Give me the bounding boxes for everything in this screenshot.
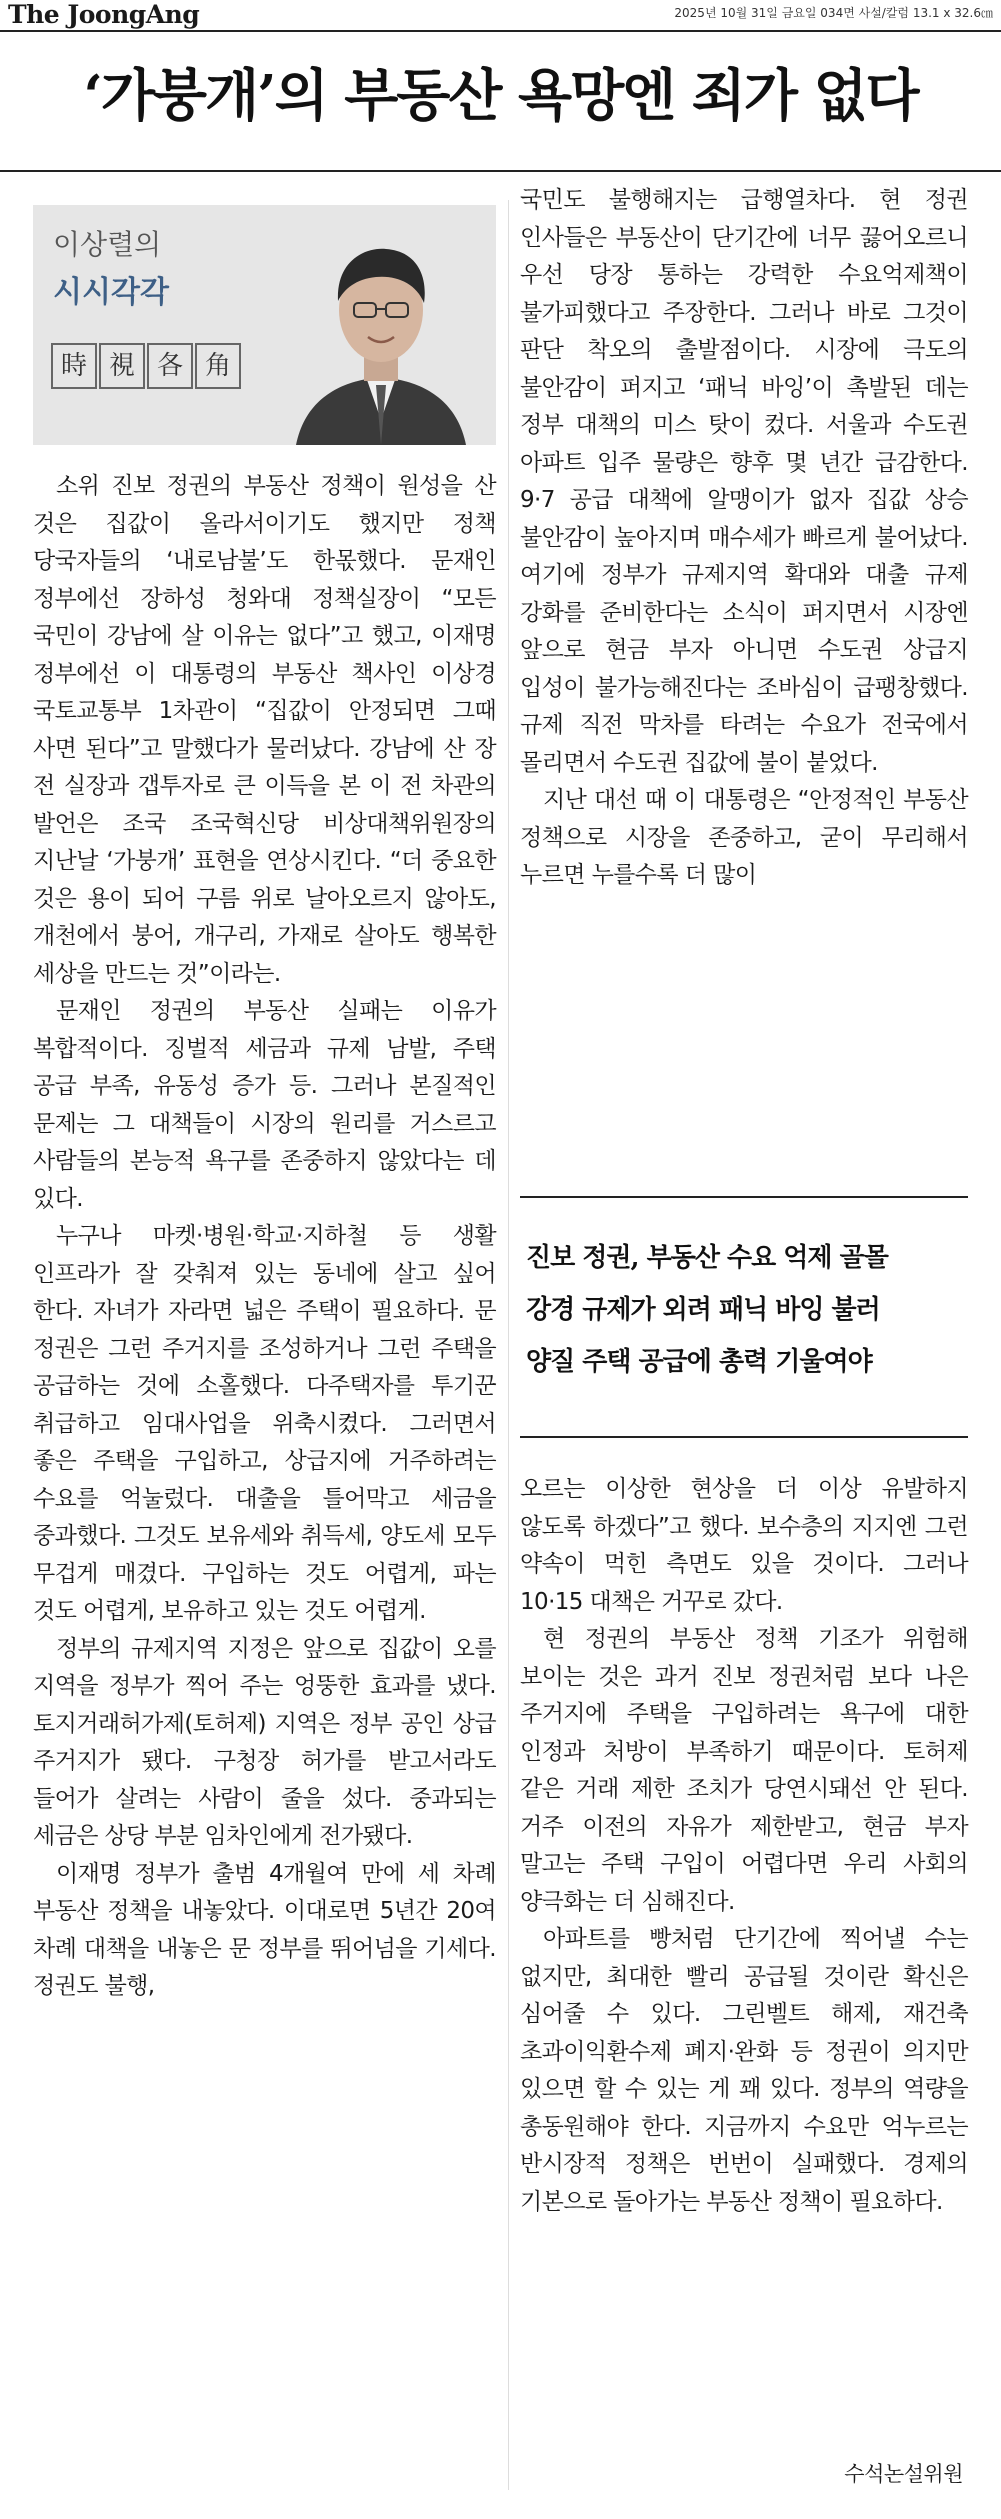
newspaper-logo: The JoongAng xyxy=(8,0,200,29)
body-paragraph: 오르는 이상한 현상을 더 이상 유발하지 않도록 하겠다”고 했다. 보수층의 지지엔 그런 약속이 먹힌 측면도 있을 것이다. 그러나 10·15 대책은 거꾸로 갔다. xyxy=(520,1476,968,1615)
body-paragraph: 소위 진보 정권의 부동산 정책이 원성을 산 것은 집값이 올라서이기도 했지만 정책 당국자들의 ‘내로남불’도 한몫했다. 문재인 정부에선 장하성 청와대 정책실장이 “모든 국민이 강남에 살 이유는 없다”고 했고, 이재명 정부에선 이 대통령의 부동산 책사인 이상경 국토교통부 1차관이 “집값이 안정되면 그때 사면 된다”고 말했다가 물러났다. 강남에 산 장 전 실장과 갭투자로 큰 이득을 본 이 전 차관의 발언은 조국 조국혁신당 비상대책위원장의 지난날 ‘가붕개’ 표현을 연상시킨다. “더 중요한 것은 용이 되어 구름 위로 날아오르지 않아도, 개천에서 붕어, 개구리, 가재로 살아도 행복한 세상을 만드는 것”이라는. xyxy=(33,473,496,987)
body-paragraph: 지난 대선 때 이 대통령은 “안정적인 부동산 정책으로 시장을 존중하고, 굳이 무리해서 누르면 누를수록 더 많이 xyxy=(520,787,968,888)
column-banner xyxy=(33,205,496,445)
body-paragraph: 현 정권의 부동산 정책 기조가 위험해 보이는 것은 과거 진보 정권처럼 보다 나은 주거지에 주택을 구입하려는 욕구에 대한 인정과 처방이 부족하기 때문이다. 토허제 같은 거래 제한 조치가 당연시돼선 안 된다. 거주 이전의 자유가 제한받고, 현금 부자 말고는 주택 구입이 어렵다면 우리 사회의 양극화는 더 심해진다. xyxy=(520,1626,968,1915)
columnist-label: 이상렬의 xyxy=(53,228,162,261)
article-body-right-upper xyxy=(520,182,968,895)
hanja-char: 角 xyxy=(195,343,241,389)
hanja-title xyxy=(51,343,241,389)
headline-divider xyxy=(0,170,1001,172)
column-title: 시시각각 xyxy=(53,275,169,310)
author-byline: 수석논설위원 xyxy=(844,2462,963,2486)
pull-quote-box xyxy=(520,1196,968,1438)
body-paragraph: 아파트를 빵처럼 단기간에 찍어낼 수는 없지만, 최대한 빨리 공급될 것이란 확신은 심어줄 수 있다. 그린벨트 해제, 재건축 초과이익환수제 폐지·완화 등 정권이 의지만 있으면 할 수 있는 게 꽤 있다. 정부의 역량을 총동원해야 한다. 지금까지 수요만 억누르는 반시장적 정책은 번번이 실패했다. 경제의 기본으로 돌아가는 부동산 정책이 필요하다. xyxy=(520,1926,968,2215)
article-body-right-lower xyxy=(520,1471,968,2221)
pull-quote-bottom-rule xyxy=(520,1436,968,1438)
hanja-char: 視 xyxy=(99,343,145,389)
masthead xyxy=(0,0,1001,34)
masthead-divider xyxy=(0,30,1001,32)
hanja-char: 各 xyxy=(147,343,193,389)
article-body-left xyxy=(33,468,496,2006)
body-paragraph: 정부의 규제지역 지정은 앞으로 집값이 오를 지역을 정부가 찍어 주는 엉뚱한 효과를 냈다. 토지거래허가제(토허제) 지역은 정부 공인 상급 주거지가 됐다. 구청장 허가를 받고서라도 들어가 살려는 사람이 줄을 섰다. 중과되는 세금은 상당 부분 임차인에게 전가됐다. xyxy=(33,1635,496,1849)
body-paragraph: 국민도 불행해지는 급행열차다. 현 정권 인사들은 부동산이 단기간에 너무 끓어오르니 우선 당장 통하는 강력한 수요억제책이 불가피했다고 주장한다. 그러나 바로 그것이 판단 착오의 출발점이다. 시장에 극도의 불안감이 퍼지고 ‘패닉 바잉’이 촉발된 데는 정부 대책의 미스 탓이 컸다. 서울과 수도권 아파트 입주 물량은 향후 몇 년간 급감한다. 9·7 공급 대책에 알맹이가 없자 집값 상승 불안감이 높아지며 매수세가 빠르게 불어났다. 여기에 정부가 규제지역 확대와 대출 규제 강화를 준비한다는 소식이 퍼지면서 시장엔 앞으로 현금 부자 아니면 수도권 상급지 입성이 불가능해진다는 조바심이 급팽창했다. 규제 직전 막차를 타려는 수요가 전국에서 몰리면서 수도권 집값에 불이 붙었다. xyxy=(520,187,968,776)
edition-info: 2025년 10월 31일 금요일 034면 사설/칼럼 13.1 x 32.6㎝ xyxy=(674,6,993,20)
body-paragraph: 이재명 정부가 출범 4개월여 만에 세 차례 부동산 정책을 내놓았다. 이대로면 5년간 20여 차례 대책을 내놓은 문 정부를 뛰어넘을 기세다. 정권도 불행, xyxy=(33,1860,496,1999)
pull-quote-top-rule xyxy=(520,1196,968,1198)
columnist-portrait xyxy=(276,205,486,445)
article-headline: ‘가붕개’의 부동산 욕망엔 죄가 없다 xyxy=(83,63,918,129)
pull-quote: 진보 정권, 부동산 수요 억제 골몰 강경 규제가 외려 패닉 바잉 불러 양질 주택 공급에 총력 기울여야 xyxy=(526,1243,888,1377)
column-divider xyxy=(508,200,509,2490)
hanja-char: 時 xyxy=(51,343,97,389)
body-paragraph: 누구나 마켓·병원·학교·지하철 등 생활 인프라가 잘 갖춰져 있는 동네에 살고 싶어 한다. 자녀가 자라면 넓은 주택이 필요하다. 문 정권은 그런 주거지를 조성하거나 그런 주택을 공급하는 것에 소홀했다. 다주택자를 투기꾼 취급하고 임대사업을 위축시켰다. 그러면서 좋은 주택을 구입하고, 상급지에 거주하려는 수요를 억눌렀다. 대출을 틀어막고 세금을 중과했다. 그것도 보유세와 취득세, 양도세 모두 무겁게 매겼다. 구입하는 것도 어렵게, 파는 것도 어렵게, 보유하고 있는 것도 어렵게. xyxy=(33,1223,496,1624)
body-paragraph: 문재인 정권의 부동산 실패는 이유가 복합적이다. 징벌적 세금과 규제 남발, 주택 공급 부족, 유동성 증가 등. 그러나 본질적인 문제는 그 대책들이 시장의 원리를 거스르고 사람들의 본능적 욕구를 존중하지 않았다는 데 있다. xyxy=(33,998,496,1212)
